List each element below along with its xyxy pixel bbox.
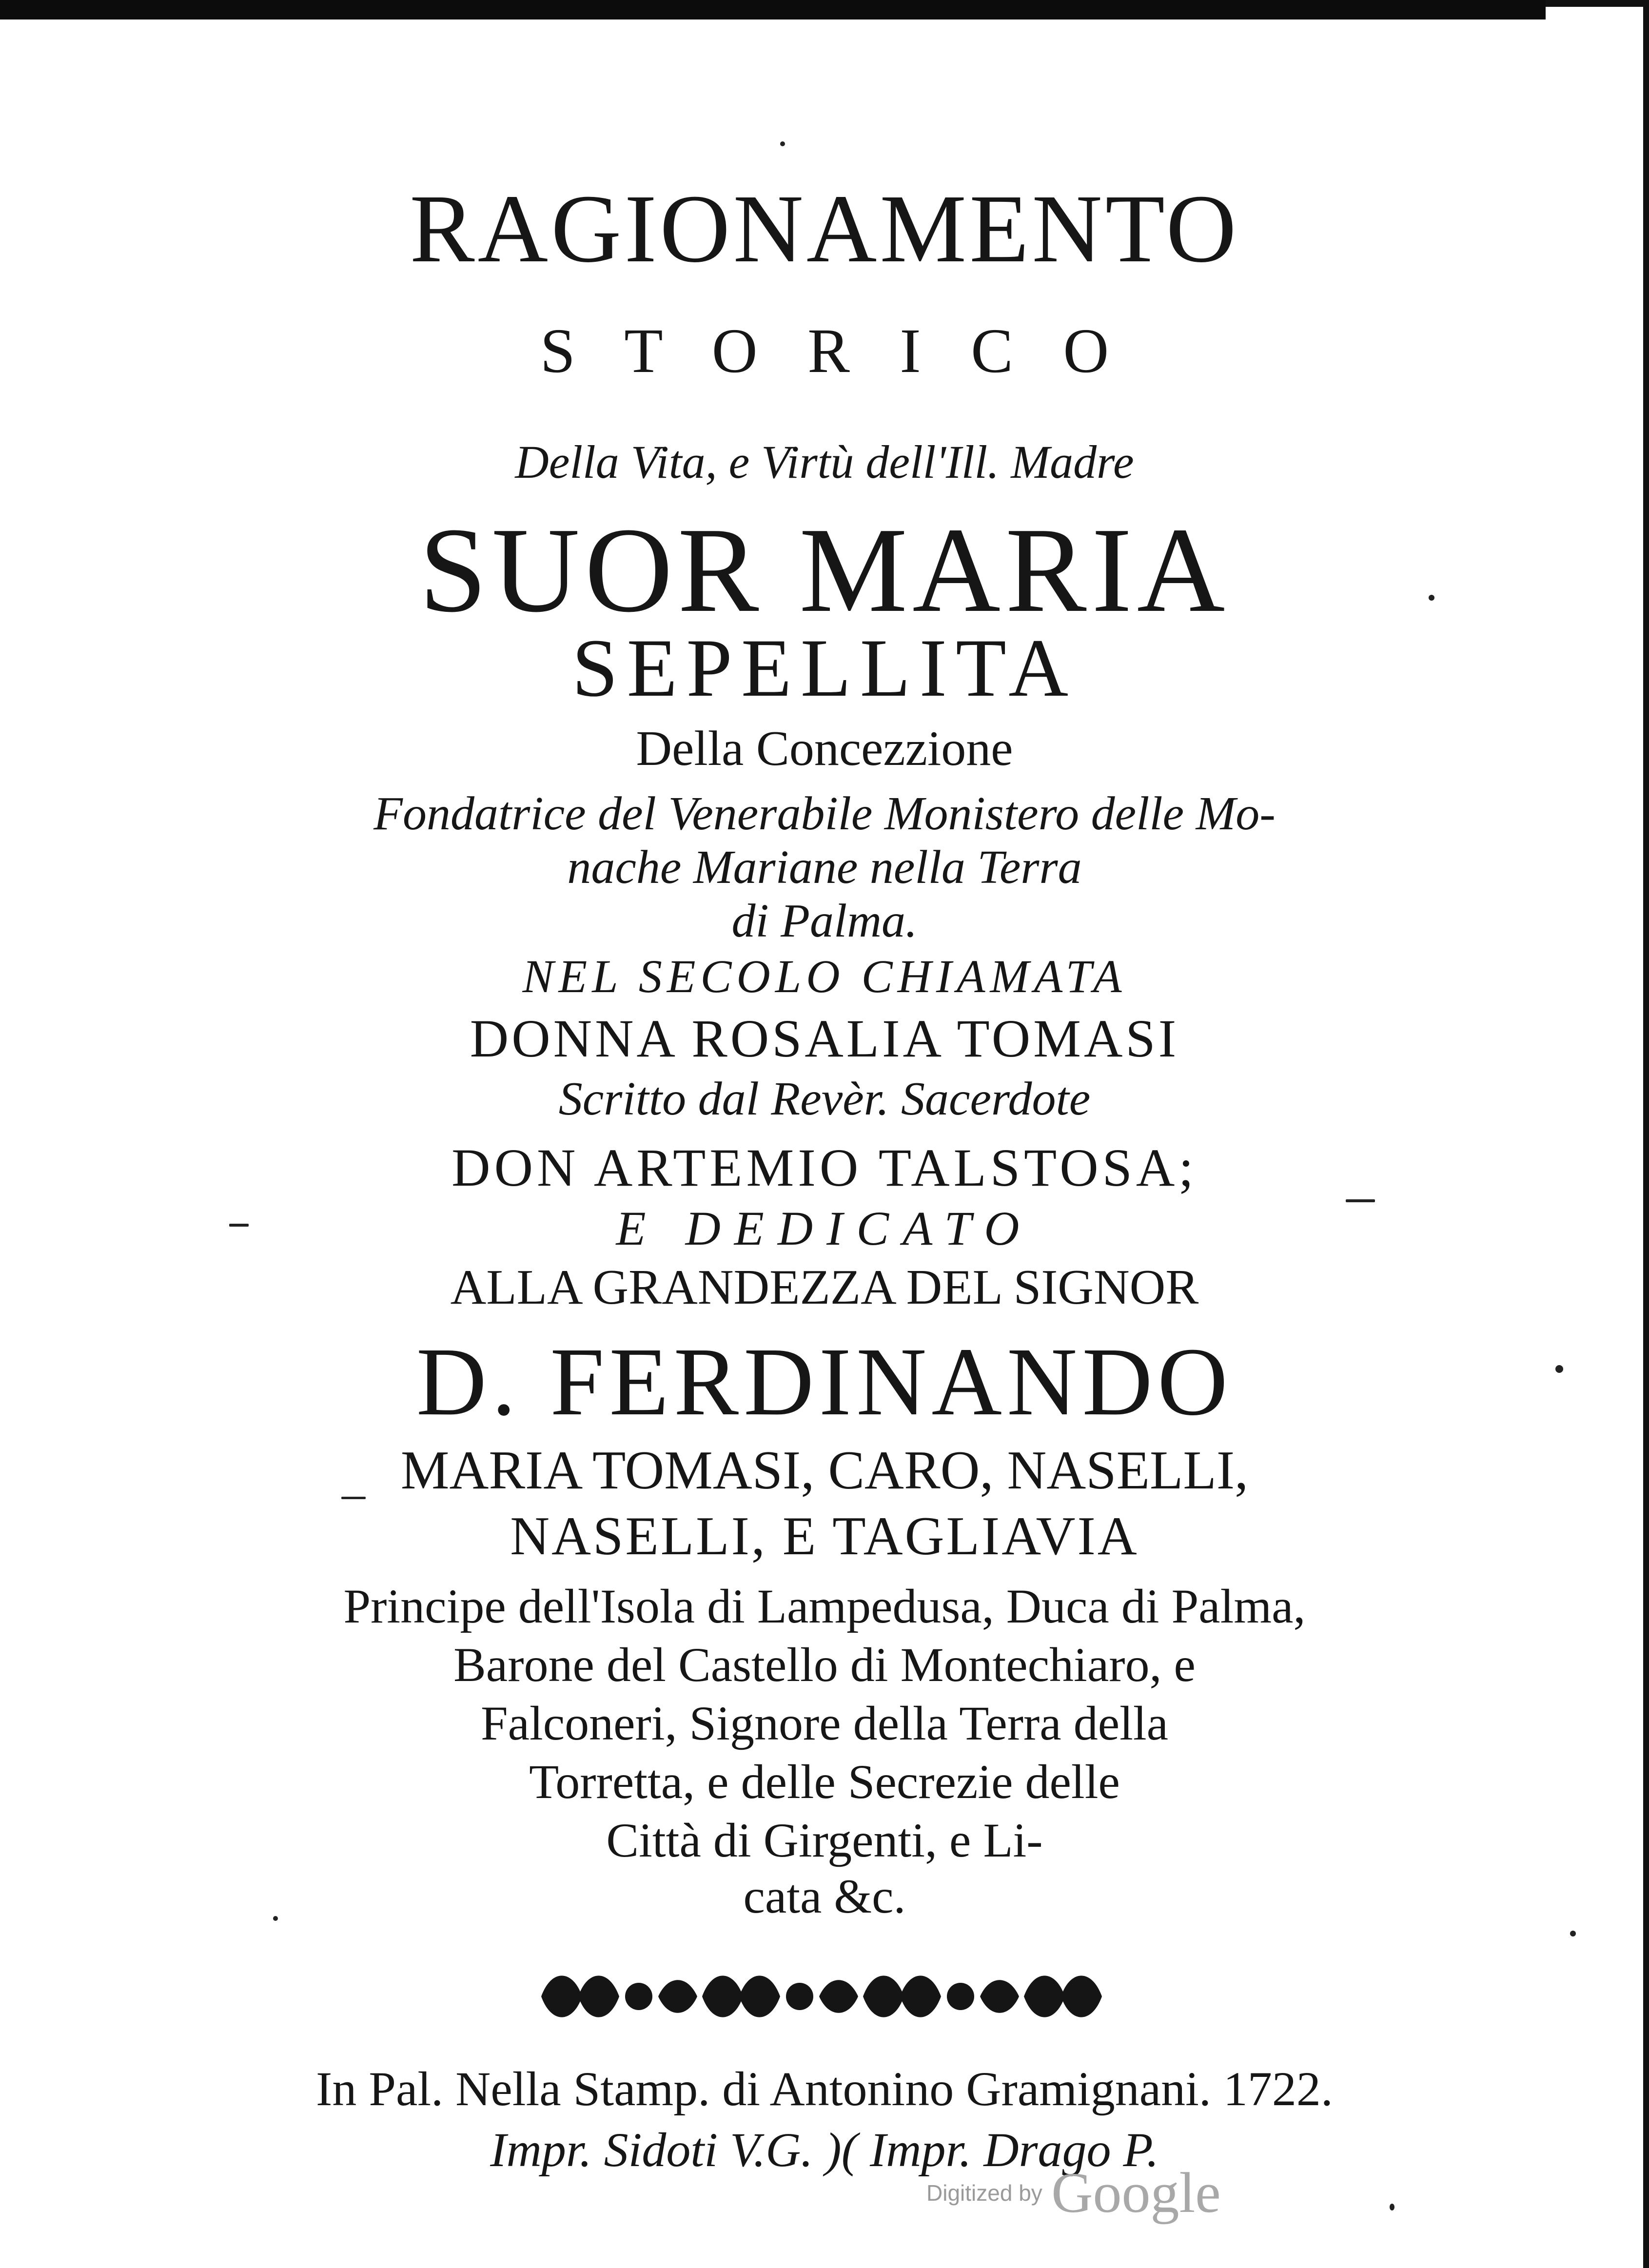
scan-speck: [229, 1224, 249, 1227]
line-maria-tomasi: MARIA TOMASI, CARO, NASELLI,: [400, 1440, 1249, 1501]
name-sepellita: SEPELLITA: [571, 622, 1078, 714]
scan-speck: [1555, 1365, 1563, 1373]
line-barone: Barone del Castello di Montechiaro, e: [453, 1638, 1196, 1692]
scan-speck: [1346, 1199, 1375, 1202]
line-grandezza: ALLA GRANDEZZA DEL SIGNOR: [450, 1260, 1199, 1315]
line-concezzione: Della Concezzione: [636, 721, 1013, 776]
line-cata: cata &c.: [743, 1869, 906, 1923]
line-donna-rosalia: DONNA ROSALIA TOMASI: [470, 1009, 1179, 1068]
scan-speck: [1429, 595, 1434, 601]
line-girgenti: Città di Girgenti, e Li-: [606, 1813, 1043, 1867]
watermark-digitized-by: Digitized by: [926, 2180, 1042, 2206]
imprint-line: In Pal. Nella Stamp. di Antonino Gramignani. 1722.: [316, 2062, 1333, 2116]
line-dedicato: E DEDICATO: [616, 1201, 1033, 1255]
scan-speck: [1570, 1931, 1576, 1936]
title-ragionamento: RAGIONAMENTO: [410, 175, 1239, 283]
printers-ornament: [536, 1960, 1112, 2033]
title-storico: S T O R I C O: [540, 316, 1109, 386]
imprimatur-line: Impr. Sidoti V.G. )( Impr. Drago P.: [490, 2123, 1159, 2177]
line-palma: di Palma.: [731, 895, 918, 947]
scan-speck: [341, 1497, 366, 1499]
line-fondatrice: Fondatrice del Venerabile Monistero delle Mo-: [373, 787, 1276, 840]
line-falconeri: Falconeri, Signore della Terra della: [480, 1696, 1169, 1750]
line-scritto: Scritto dal Revèr. Sacerdote: [558, 1073, 1091, 1125]
scan-speck: [1390, 2204, 1394, 2210]
name-ferdinando: D. FERDINANDO: [416, 1328, 1233, 1436]
name-suor-maria: SUOR MARIA: [419, 503, 1230, 638]
line-torretta: Torretta, e delle Secrezie delle: [529, 1755, 1120, 1809]
line-principe: Principe dell'Isola di Lampedusa, Duca di Palma,: [343, 1579, 1306, 1633]
line-don-artemio: DON ARTEMIO TALSTOSA;: [452, 1138, 1197, 1197]
line-monache: nache Mariane nella Terra: [567, 841, 1082, 894]
subtitle-vita: Della Vita, e Virtù dell'Ill. Madre: [515, 436, 1134, 488]
scan-speck: [273, 1916, 278, 1921]
line-secolo: NEL SECOLO CHIAMATA: [522, 950, 1127, 1002]
line-tagliavia: NASELLI, E TAGLIAVIA: [510, 1506, 1139, 1566]
scan-speck: [780, 141, 785, 146]
google-digitized-watermark: [926, 2160, 1221, 2226]
google-logo: Google: [1051, 2161, 1221, 2225]
